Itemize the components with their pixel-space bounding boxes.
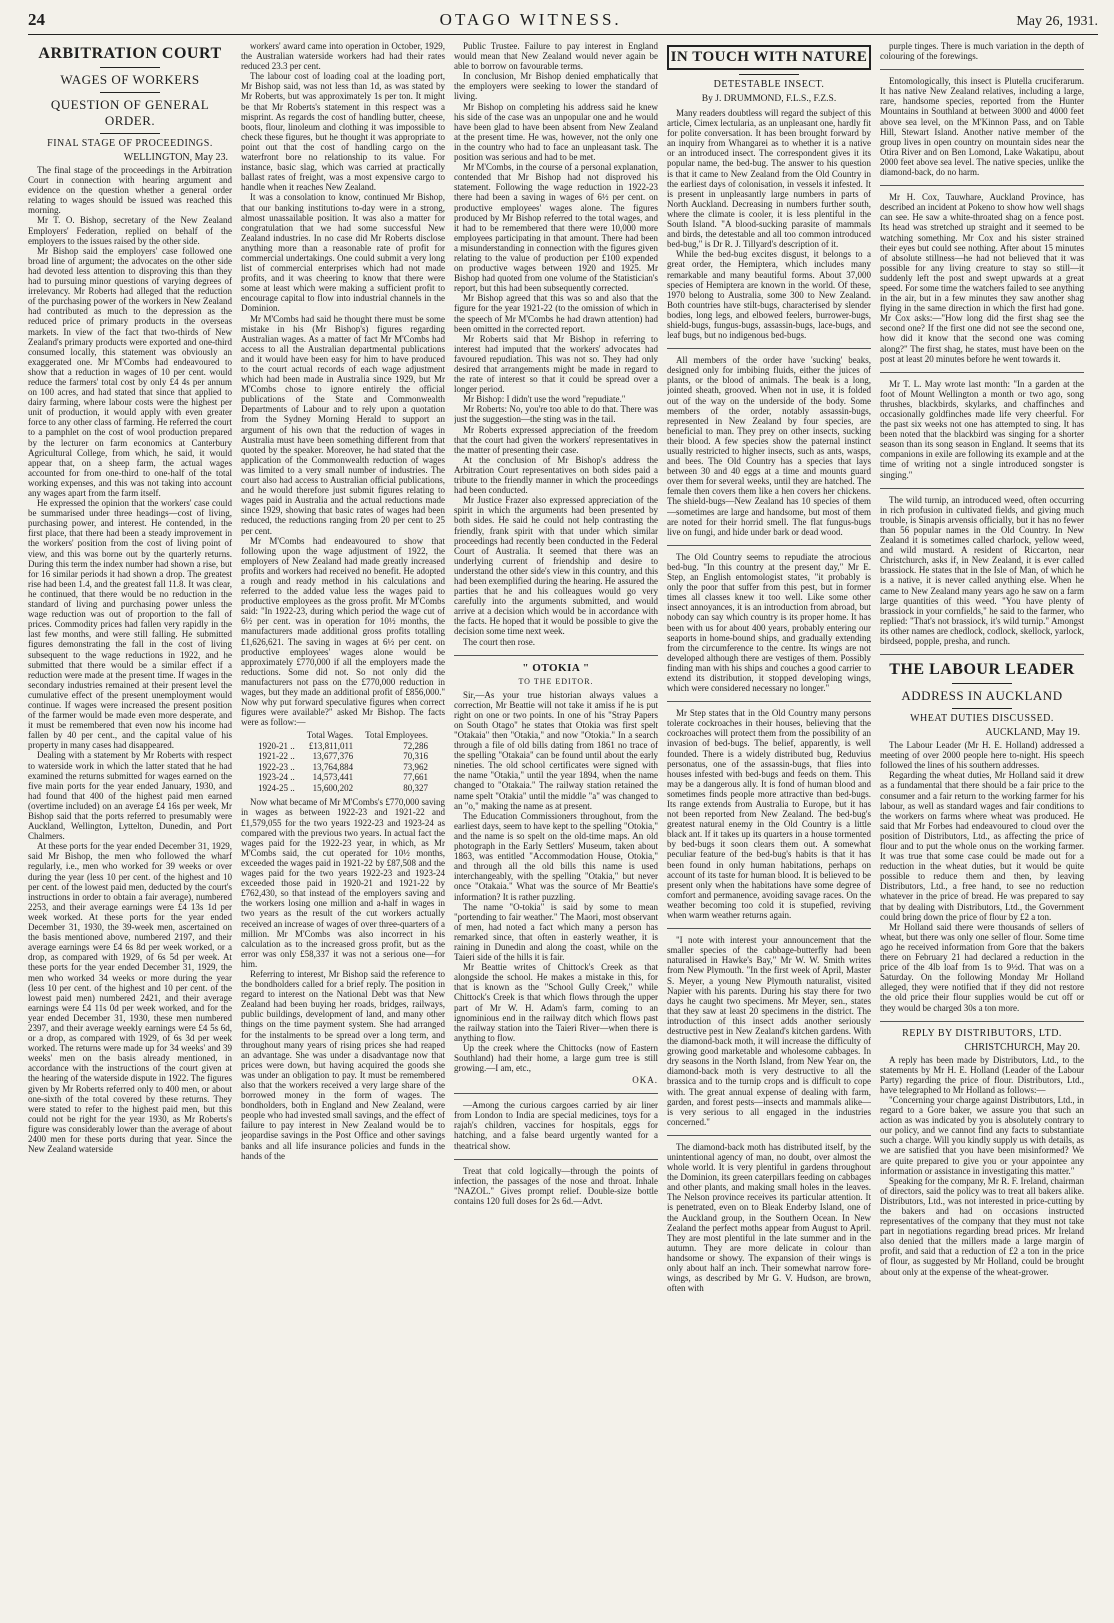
table-cell: 13,764,884 bbox=[312, 761, 354, 772]
section-divider bbox=[880, 69, 1084, 70]
section-divider bbox=[454, 1093, 658, 1094]
section-divider bbox=[667, 545, 871, 546]
paragraph: Public Trustee. Failure to pay interest in England would mean that New Zealand would never again be able to borrow on favourable terms. bbox=[454, 41, 658, 72]
paragraph: Speaking for the company, Mr R. F. Ireland, chairman of directors, said the policy was to treat all bakers alike. Distributors, Ltd., was not interested in price-cutting by the bakers and had on occasions instructed representatives of the company that they must not take part in negotiations regarding bread prices. Mr Ireland also denied that the millers made a large margin of profit, and said that a reduction of £2 a ton in the price of flour, as suggested by Mr Holland, could be brought about only at the expense of the wheat-grower. bbox=[880, 1175, 1084, 1277]
paper-title: OTAGO WITNESS. bbox=[439, 10, 622, 29]
paragraph: Mr Bishop said the employers' case followed one broad line of argument; the advocates on the other side had devoted less attention to disproving this than they had to pursuing minor questions of varying degrees of irrelevancy. Mr Roberts had alleged that the reduction of the purchasing power of the workers in New Zealand had contributed as much to the depression as the reduced price of primary products in the overseas markets. In view of the fact that two-thirds of New Zealand's primary products were exported and one-third consumed locally, this statement was obviously an exaggerated one. Mr M'Combs had endeavoured to show that a reduction in wages of 10 per cent. would reduce the farmers' total cost by only £4 4s per annum on 100 acres, and had stated that since that applied to dairy farming, where labour costs were the highest per unit of production, it would apply with even greater force to any other class of farming. He referred the court to a pamphlet on the cost of wool production prepared by the lecturer on farm economics at Canterbury Agricultural College, from which, he said, it would appear that, on a sheep farm, the actual wages accounted for from one-third to one-half of the total working expenses, and this was not taking into account any wages apart from the farm itself. bbox=[28, 245, 232, 498]
table-cell: 13,677,376 bbox=[312, 751, 354, 762]
divider bbox=[952, 708, 1012, 709]
nature-title: IN TOUCH WITH NATURE bbox=[667, 45, 871, 70]
paragraph: Referring to interest, Mr Bishop said the reference to the bondholders called for a brief reply. The position in regard to interest on the National Debt was that New Zealand had been buying her roads, bridges, railways, public buildings, development of land, and many other things on the time payment system. She had arranged for the instalments to be spread over a long term, and throughout many years of rising prices she had reaped an advantage. She was under a disadvantage now that prices were down, but having acquired the goods she was under an obligation to pay. It must be remembered also that the workers received a very large share of the borrowed money in the form of wages. The bondholders, both in England and New Zealand, were people who had invested small savings, and the effect of failure to pay interest in New Zealand would be to jeopardise savings in the Post Office and other savings banks and all life insurance policies and funds in the hands of the bbox=[241, 968, 445, 1161]
table-row bbox=[252, 762, 434, 773]
page-number: 24 bbox=[28, 10, 45, 29]
paragraph: The diamond-back moth has distributed itself, by the unintentional agency of man, no doubt, over almost the whole world. It is very plentiful in gardens throughout the Dominion, its green caterpillars feeding on cabbages and other plants, and making small holes in the leaves. The Nelson province receives its particular attention. It is penetrated, even on to Bleak Enderby Island, one of the Auckland group, in the Southern Ocean. In New Zealand the perfect moths appear from August to April. They are most plentiful in the late summer and in the autumn. They are more delicate in colour than handsome or showy. The expansion of their wings is only about half an inch. Their somewhat narrow fore-wings, as described by Mr G. V. Hudson, are brown, often with bbox=[667, 1141, 871, 1294]
paragraph: The final stage of the proceedings in the Arbitration Court in connection with hearing argument and evidence on the question whether a general order relating to wages should be issued was reached this morning. bbox=[28, 165, 232, 216]
section-divider bbox=[667, 928, 871, 929]
table-cell: 1920-21 .. bbox=[257, 740, 295, 751]
to-the-editor: TO THE EDITOR. bbox=[518, 676, 594, 686]
section-divider bbox=[667, 1135, 871, 1136]
column-5 bbox=[880, 41, 1084, 1616]
paragraph: Mr T. L. May wrote last month: "In a garden at the foot of Mount Wellington a month or two ago, song thrushes, blackbirds, skylarks, and chaffinches and occasionally goldfinches made life very cheerful. For the past six weeks not one has attempted to sing. It has been noted that the blackbird was singing for a shorter season than its song season in England. It seems that its companions in exile are following its example and at the time of writing not a single introduced songster is singing." bbox=[880, 378, 1084, 480]
section-divider bbox=[667, 701, 871, 702]
paragraph: Dealing with a statement by Mr Roberts with respect to waterside work in which the latter stated that he had examined the returns submitted for wages earned on the five main ports for the year ended January, 1930, and had found that 400 of the highest paid men earned (overtime included) on an average £4 16s per week, Mr Bishop said that the ports referred to presumably were Auckland, Wellington, Lyttelton, Dunedin, and Port Chalmers. bbox=[28, 750, 232, 842]
paragraph: The labour cost of loading coal at the loading port, Mr Bishop said, was not less than 1d, as was stated by Mr Roberts, but was approximately 1s per ton. It might be that Mr Roberts's statement in this respect was a misprint. As regards the cost of handling butter, cheese, boots, flour, linoleum and clothing it was impossible to check these figures, but he thought it was appropriate to point out that the cost of handling cargo on the waterfront bore no relationship to its value. For instance, basic slag, which was carried at practically ballast rates of freight, was a most expensive cargo to handle when it reaches New Zealand. bbox=[241, 71, 445, 193]
otokia-title: " OTOKIA " bbox=[522, 661, 590, 674]
table-header: Total Wages. bbox=[306, 730, 354, 741]
paragraph: The court then rose. bbox=[463, 636, 535, 647]
arbitration-subtitle-3: FINAL STAGE OF PROCEEDINGS. bbox=[47, 138, 213, 149]
table-header-row bbox=[252, 730, 434, 741]
paragraph: Many readers doubtless will regard the subject of this article, Cimex lectularia, as an unpleasant one, hardly fit for polite conversation. It has been brought forward by an inquiry from Whangarei as to whether it is a native or an introduced insect. The correspondent gives it its popular name, the bed-bug. The answer to his question is that it came to New Zealand from the Old Country in the earliest days of colonisation, in vessels it infested. It is present in unpleasantly large numbers in parts of North Auckland. Decreasing in numbers further south, where the climate is cooler, it is less plentiful in the South Island. "A blood-sucking parasite of mammals and birds, the detestable and all too common introduced bed-bug," is Dr R. J. Tillyard's description of it. bbox=[667, 108, 871, 250]
table-cell: 15,600,202 bbox=[312, 782, 354, 793]
paragraph: At the conclusion of Mr Bishop's address the Arbitration Court representatives on both sides paid a tribute to the friendly manner in which the proceedings had been conducted. bbox=[454, 454, 658, 496]
paragraph: He expressed the opinion that the workers' case could be summarised under three headings—cost of living, purchasing power, and interest. He contended, in the first place, that there had been a steady improvement in the workers' position from the cost of living point of view, and this was borne out by the quarterly returns. During this term the index number had shown a rise, but for 16 similar periods it had shown a drop. The greatest rise had been 1.4, and the greatest fall 11.8. It was clear, he continued, that there would be no reduction in the standard of living and purchasing power unless the wage reduction was out of proportion to the fall of prices. Commodity prices had fallen very rapidly in the last few months, and were still falling. He submitted figures demonstrating the fall in the cost of living subsequent to the wage reductions in 1922, and he submitted that there would be a similar effect if a reduction were made at the present time. If wages in the secondary industries remained at their present level the cumulative effect of the present unemployment would continue. If wages were increased the present position of the farmer would be made even more desperate, and it must be remembered that even now his income had fallen by 40 per cent., and the capital value of his property in many cases had disappeared. bbox=[28, 498, 232, 751]
paragraph: Mr Roberts expressed appreciation of the freedom that the court had given the workers' representatives in the matter of presenting their case. bbox=[454, 424, 658, 455]
wages-table bbox=[252, 730, 434, 793]
paragraph: Now what became of Mr M'Combs's £770,000 saving in wages as between 1922-23 and 1921-22 and £1,579,055 for the two years 1922-23 and 1923-24 as compared with the previous two years. In actual fact the wages paid for the 1922-23 year, in which, as Mr M'Combs said, the cut operated for 10½ months, exceeded the wages paid in 1921-22 by £87,508 and the wages paid for the two years 1922-23 and 1923-24 exceeded those paid in 1920-21 and 1921-22 by £762,430, so that instead of the employers saving and the workers losing one million and a-half in wages in two years as the result of the cut workers actually received an increase of wages of over three-quarters of a million. Mr M'Combs was also incorrect in his calculation as to the increased gross profit, but as the error was only £58,337 it was not a serious one—for him. bbox=[241, 797, 445, 969]
paragraph: The Education Commissioners throughout, from the earliest days, seem to have kept to the spelling "Otokia," and the name is so spelt on the old-time maps. An old photograph in the Early Settlers' Museum, taken about 1863, was entitled "Accommodation House, Otokia," and through all the old bills this name is used interchangeably, with the spelling "Otakia," but never once "Otakaia." What was the source of Mr Beattie's information? It is rather puzzling. bbox=[454, 810, 658, 902]
table-header bbox=[252, 730, 301, 741]
table-cell: 72,286 bbox=[403, 740, 429, 751]
signature: OKA. bbox=[632, 1075, 658, 1086]
paragraph: Mr M'Combs, in the course of a personal explanation, contended that Mr Bishop had not disproved his statement. Following the wage reduction in 1922-23 there had been a saving in wages of 6½ per cent. on productive employees' wages alone. The figures produced by Mr Bishop referred to the total wages, and it had to be remembered that there were 10,000 more employees participating in that amount. There had been a misunderstanding in connection with the figures given relating to the value of production per £100 expended on productive wages between 1920 and 1925. Mr Bishop had quoted from one volume of the Statistician's report, but this had been subsequently corrected. bbox=[454, 162, 658, 294]
divider bbox=[100, 67, 160, 68]
section-divider bbox=[880, 488, 1084, 489]
table-cell: £13,811,011 bbox=[308, 740, 354, 751]
paragraph: Sir,—As your true historian always values a correction, Mr Beattie will not take it amiss if he is put right on one or two points. In one of his "Stray Papers on South Otago" he states that Otokia was first spelt "Otakaia" then "Otakia," and now "Otokia." In a search through a file of old bills dating from 1861 no trace of the spelling "Otakaia" can be found until about the early nineties. The old school certificates were signed with the name "Otakia," until the year 1894, when the name changed to "Otakaia." The railway station retained the name spelt "Otakia" until the middle "a" was changed to an "o," making the name as at present. bbox=[454, 689, 658, 811]
byline: By J. DRUMMOND, F.L.S., F.Z.S. bbox=[701, 94, 837, 104]
table-cell: 1923-24 .. bbox=[257, 772, 295, 783]
table-cell: 1922-23 .. bbox=[257, 761, 295, 772]
paragraph: Mr Holland said there were thousands of sellers of wheat, but there was only one seller of flour. Some time ago he received information from Gore that the bakers there on February 21 had declared a reduction in the price of the 4lb loaf from 1s to 9½d. That was on a Saturday. On the following Monday Mr Holland alleged, they were notified that if they did not restore the old price their flour supplies would be cut off or they would be charged 30s a ton more. bbox=[880, 921, 1084, 1013]
paragraph: In conclusion, Mr Bishop denied emphatically that the employers were seeking to lower the standard of living. bbox=[454, 71, 658, 102]
table-row bbox=[252, 751, 434, 762]
paragraph: workers' award came into operation in October, 1929, the Australian waterside workers had had their rates reduced 23.3 per cent. bbox=[241, 41, 445, 72]
paragraph: Mr M'Combs had endeavoured to show that following upon the wage adjustment of 1922, the employers of New Zealand had made greatly increased profits and workers had received no benefit. He adopted a rough and ready method in his calculations and referred to the added value less the wages paid to productive employees as the gross profit. Mr M'Combs said: "In 1922-23, during which period the wage cut of 6½ per cent. was in operation for 10½ months, the manufacturers made additional gross profits totalling £1,626,621. The saving in wages at 6½ per cent. on productive employees' wages alone would be approximately £770,000 if all the employers made the reductions. Some did not. So not only did the manufacturers not pass on the £770,000 reduction in wages, but they made an additional profit of £856,000." Now why put forward speculative figures when correct figures were available?" asked Mr Bishop. The facts were as follow:— bbox=[241, 535, 445, 728]
column-3 bbox=[454, 41, 658, 1616]
column-2 bbox=[241, 41, 445, 1616]
paragraph: Mr Roberts said that Mr Bishop in referring to interest had imputed that the workers' advocates had favoured repudiation. This was not so. They had only desired that arrangements might be made in regard to the rate of interest so that it could be spread over a longer period. bbox=[454, 333, 658, 395]
arbitration-title: ARBITRATION COURT bbox=[38, 45, 222, 62]
table-cell: 14,573,441 bbox=[312, 772, 354, 783]
labour-subtitle: ADDRESS IN AUCKLAND bbox=[901, 688, 1063, 704]
columns bbox=[28, 41, 1098, 1616]
section-divider bbox=[880, 654, 1084, 655]
section-divider bbox=[454, 1159, 658, 1160]
table-row bbox=[252, 783, 434, 794]
table-row bbox=[252, 741, 434, 752]
news-note: —Among the curious cargoes carried by air liner from London to India are special medicines, toys for a rajah's children, vaccines for hospitals, eggs for hatching, and a false beard urgently wanted for a theatrical show. bbox=[454, 1100, 658, 1151]
paragraph: Entomologically, this insect is Plutella cruciferarum. It has native New Zealand relatives, including a large, rare, handsome species, reported from the Hunter Mountains in Southland at between 3000 and 4000 feet above sea level, on the M'Kinnon Pass, and on Table Hill, Stewart Island. Another native member of the group lives in open country on mountain sides near the Otira River and on Ben Lomond, Lake Wakatipu, about 2000 feet above sea level. The native species, unlike the diamond-back, do no harm. bbox=[880, 76, 1084, 178]
dateline: WELLINGTON, May 23. bbox=[123, 152, 228, 163]
section-divider bbox=[880, 372, 1084, 373]
paragraph: A reply has been made by Distributors, Ltd., to the statements by Mr H. E. Holland (Leader of the Labour Party) regarding the price of flour. Distributors, Ltd., have telegraphed to Mr Holland as follows:— bbox=[880, 1054, 1084, 1095]
paragraph: purple tinges. There is much variation in the depth of colouring of the forewings. bbox=[880, 41, 1084, 62]
dateline: AUCKLAND, May 19. bbox=[985, 727, 1080, 739]
masthead bbox=[28, 10, 1098, 35]
paragraph: It was a consolation to know, continued Mr Bishop, that our banking institutions to-day were in a strong, almost unassailable position. It was also a matter for congratulation that we had some successful New Zealand industries. In no case did Mr Roberts disclose anything more than a reasonable rate of profit for commercial undertakings. One could submit a very long list of commercial enterprises which had not made profits, and it was cheering to know that there were some at least which were making a sufficient profit to encourage capital to flow into industrial channels in the Dominion. bbox=[241, 192, 445, 314]
paragraph: The Labour Leader (Mr H. E. Holland) addressed a meeting of over 2000 people here to-night. His speech followed the lines of his southern addresses. bbox=[880, 740, 1084, 771]
paragraph: Up the creek where the Chittocks (now of Eastern Southland) had their home, a large gum tree is still growing.—I am, etc., bbox=[454, 1042, 658, 1074]
paragraph: The name "O-tokia" is said by some to mean "portending to fair weather." The Maori, most observant of men, had noted a fact which many a person has remarked since, that often in easterly weather, it is raining in Dunedin and along the coast, while on the Taieri side of the hills it is fair. bbox=[454, 901, 658, 963]
paragraph: Mr Step states that in the Old Country many persons tolerate cockroaches in their houses, believing that the cockroaches will protect them from the possibility of an invasion of bed-bugs. The belief, apparently, is well founded. There is a widely distributed bug, Reduvius personatus, one of the assassin-bugs, that flies into houses infested with bed-bugs and feeds on them. This may be a dangerous ally. It is fond of human blood and sometimes finds people more attractive than bed-bugs. Its range extends from Australia to Europe, but it has not been reported from New Zealand. The bed-bug's greatest natural enemy in the Old Country is a little black ant. If it takes up its quarters in a house tormented by bed-bugs it soon clears them out. A somewhat peculiar feature of the bed-bug's habits is that it has been found in only human habitations, perhaps on account of its taste for human blood. It is believed to be present only when the habitations have some degree of comfort and permanence, avoiding savage races. On the weather becoming too cold it is stupefied, reviving when warm weather returns again. bbox=[667, 708, 871, 921]
divider bbox=[952, 683, 1012, 684]
divider bbox=[100, 92, 160, 93]
advertisement: Treat that cold logically—through the points of infection, the passages of the nose and throat. Inhale "NAZOL." Gives prompt relief. Double-size bottle contains 120 full doses for 2s 6d.—Advt. bbox=[454, 1165, 658, 1206]
paragraph: While the bed-bug excites disgust, it belongs to a great order, the Hemiptera, which includes many remarkable and many beautiful forms. About 37,000 species of Hemiptera are known in the world. Of these, 1970 belong to Australia, some 300 to New Zealand. Both countries have stilt-bugs, characterised by slender bodies, long legs, and elbowed feelers, burrower-bugs, shield-bugs, fungus-bugs, assassin-bugs, lace-bugs, and leaf bugs, but no indigenous bed-bugs. bbox=[667, 249, 871, 341]
paragraph: Mr H. Cox, Tauwhare, Auckland Province, has described an incident at Pokeno to show how well shags can see. He saw a white-throated shag on a fence post. Its head was stretched up straight and it seemed to be watching something. Mr Cox and his sister strained their eyes but could see nothing. After about 15 minutes of absolute stillness—he had not believed that it was possible for any living creature to stay so still—it suddenly left the post and swept upwards at a great speed. For some time the watchers failed to see anything in the air, but in a few minutes they saw another shag flying in the same direction in which the first had gone. Mr Cox asks:—"How long did the first shag see the second one? If the first one did not see the second one, how did it know that the second one was coming along?" The first shag, he states, must have been on the post at least 20 minutes before he went towards it. bbox=[880, 192, 1084, 364]
reply-title: REPLY BY DISTRIBUTORS, LTD. bbox=[902, 1027, 1062, 1039]
table-cell: 77,661 bbox=[403, 772, 429, 783]
paragraph: Mr Bishop: I didn't use the word "repudiate." bbox=[463, 394, 626, 405]
section-divider bbox=[880, 185, 1084, 186]
paragraph: "Concerning your charge against Distributors, Ltd., in regard to a Gore baker, we assure you that such an action as was indicated by you is absolutely contrary to our policy, and we cannot find any facts to substantiate such a charge. Will you kindly supply us with details, as we are satisfied that you have been misinformed? We are quite prepared to give you or your appointee any information or assistance in investigating this matter." bbox=[880, 1094, 1084, 1176]
article-body bbox=[28, 165, 232, 1154]
paragraph: All members of the order have 'sucking' beaks, designed only for imbibing fluids, either the juices of plants, or the blood of animals. The beak is a long, jointed sheath, grooved. When not in use, it is folded out of the way on the underside of the body. Some members of the order, notably assassin-bugs, represented in New Zealand by four species, are beneficial to man. They prey on other insects, sucking their blood. A few species show the paternal instinct usually restricted to higher insects, such as ants, wasps, and bees. The Old Country has a species that lays between 30 and 40 eggs at a time and mounts guard over them for several weeks, until they are hatched. The female then covers them like a hen covers her chickens. The shield-bugs—New Zealand has 10 species of them—sometimes are large and handsome, but most of them are noted for their horrid smell. The flat fungus-bugs live on fungi, and hide under bark or dead wood. bbox=[667, 355, 871, 537]
column-1 bbox=[28, 41, 232, 1616]
paragraph: Mr Justice Frazer also expressed appreciation of the spirit in which the arguments had been presented by both sides. He said he could not help contrasting the friendly, frank spirit with that under which similar proceedings had recently been conducted in the Federal Court of Australia. It seemed that there was an underlying current of friendship and desire to understand the other side's view in this country, and this had been exemplified during the hearing. He assured the parties that he and his colleagues would go very carefully into the arguments submitted, and would arrive at a decision which would be in accordance with the facts. He hoped that it would be possible to give the decision some time next week. bbox=[454, 495, 658, 637]
paragraph: The wild turnip, an introduced weed, often occurring in rich profusion in cultivated fields, and giving much trouble, is Sinapis arvensis officially, but it has no fewer than 56 popular names in the Old Country. In New Zealand it is sometimes called charlock, yellow weed, and wild mustard. A resident of Riccarton, near Christchurch, asks if, in New Zealand, it is ever called brassiock. He states that in the Isle of Man, of which he is a native, it is never called anything else. When he came to New Zealand many years ago he saw on a farm large quantities of this weed. "You have plenty of brassiock in your cornfields," he said to the farmer, who replied: "That's not brassiock, it's wild turnip." Amongst its other names are chedlock, codlock, skellock, yarlock, birdseed, popple, presha, and runch. bbox=[880, 494, 1084, 646]
dateline: CHRISTCHURCH, May 20. bbox=[964, 1041, 1080, 1053]
arbitration-subtitle-2: QUESTION OF GENERAL ORDER. bbox=[50, 97, 210, 128]
paragraph: Mr T. O. Bishop, secretary of the New Zealand Employers' Federation, replied on behalf of the employers to the issues raised by the other side. bbox=[28, 215, 232, 246]
table-cell: 70,316 bbox=[403, 751, 429, 762]
paragraph: Mr Bishop on completing his address said he knew his side of the case was an unpopular one and he would have been glad to have been absent from New Zealand at the present time. He was, however, not the only one in the country who had to face an unpleasant task. The position was serious and had to be met. bbox=[454, 101, 658, 163]
table-cell: 73,962 bbox=[403, 761, 429, 772]
section-divider bbox=[667, 348, 871, 349]
labour-leader-title: THE LABOUR LEADER bbox=[889, 661, 1075, 679]
paragraph: Mr M'Combs had said he thought there must be some mistake in his (Mr Bishop's) figures regarding Australian wages. As a matter of fact Mr M'Combs had access to all the Australian departmental publications and it would have been easy for him to have produced to the court actual records of each wage adjustment which had been made in Australia since 1929, but Mr M'Combs chose to ignore entirely the official publications of the State and Commonwealth Departments of Labour and to rely upon a quotation from the Sydney Morning Herald to support an argument of his own that the reduction of wages in Australia must have been something different from that quoted by the speaker. Moreover, he had stated that the application of the Commonwealth reduction of wages was limited to a very small number of industries. The court also had access to Australian official publications, and he would therefore just submit figures relating to wages paid in Australia and the actual reductions made since 1929, showing that basic rates of wages had been reduced, the reductions ranging from 20 per cent to 25 per cent. bbox=[241, 313, 445, 536]
arbitration-subtitle-1: WAGES OF WORKERS bbox=[60, 72, 200, 87]
paragraph: At these ports for the year ended December 31, 1929, said Mr Bishop, the men who followed the wharf regularly, i.e., men who worked for 39 weeks or over during the year (less 10 per cent. of the highest and 10 per cent. of the lowest paid men, deducted by the court's instructions in order to obtain a fair average), numbered 2253, and their average earnings were £4 13s 1d per week worked. At these ports for the year ended December 31, 1930, the 39-week men, ascertained on the basis mentioned above, numbered 2197, and their average earnings were £4 6s 8d per week worked, or a drop, as compared with 1929, of 6s 5d per week. At these ports for the year ended December 31, 1929, the men who worked 34 weeks or more during the year (less 10 per cent. of the highest and 10 per cent. of the lowest paid men) numbered 2421, and their average earnings were £4 11s 0d per week worked, and for the year ended December 31, 1930, these men numbered 2397, and their average weekly earnings were £4 5s 6d, or a drop, as compared with 1929, of 6s 3d per week worked. The returns were made up for 34 weeks' and 39 weeks' men on the basis already mentioned, in accordance with the instructions of the court given at the hearing of the waterside dispute in 1922. The figures given by Mr Roberts referred only to 400 men, or about one-sixth of the total covered by these returns. They were stated to refer to the highest paid men, but this could not be right for the year 1930, as Mr Roberts's figure was considerably lower than the average of about 2400 men for these ports during that year. Since the New Zealand waterside bbox=[28, 841, 232, 1155]
column-4 bbox=[667, 41, 871, 1616]
table-cell: 80,327 bbox=[403, 782, 429, 793]
divider bbox=[739, 74, 799, 75]
labour-subtitle-2: WHEAT DUTIES DISCUSSED. bbox=[910, 713, 1054, 725]
paragraph: "I note with interest your announcement that the smaller species of the cabbage-butterfly had been naturalised in Hawke's Bay," Mr W. W. Smith writes from New Plymouth. "In the first week of April, Master S. Meyer, a young New Plymouth naturalist, visited Napier with his parents. During his stay there for two days he caught two specimens. Mr Meyer, sen., states that they saw at least 20 specimens in the district. The introduction of this insect adds another seriously destructive pest in New Zealand's kitchen gardens. With the diamond-back moth, it will increase the difficulty of growing good marketable and wholesome cabbages. In dry seasons in the North Island, from New Year on, the diamond-back moth is very destructive to all the brassica and to the turnip crops and is difficult to cope with. The great annual expense of dealing with farm, garden, and forest pests—insects and mammals alike—is very serious to all engaged in the industries concerned." bbox=[667, 935, 871, 1127]
table-cell: 1921-22 .. bbox=[257, 751, 295, 762]
table-cell: 1924-25 .. bbox=[257, 782, 295, 793]
section-divider bbox=[454, 655, 658, 656]
paragraph: The Old Country seems to repudiate the atrocious bed-bug. "In this country at the present day," Mr E. Step, an English entomologist states, "it probably is only the poor that suffer from this pest, but in former times all classes knew it too well. Like some other insect annoyances, it is an introduction from abroad, but nobody can say which country is its proper home. It has been with us for about 400 years, probably entering our seaports in home-bound ships, and gradually extending from the circumference to the centre. Its wings are not developed although there are vestiges of them. Possibly finding man with his ships and couches a good carrier to extend its distribution, it stopped developing wings, which were considered necessary no longer." bbox=[667, 551, 871, 694]
issue-date: May 26, 1931. bbox=[1016, 14, 1098, 29]
nature-subtitle: DETESTABLE INSECT. bbox=[713, 79, 825, 90]
paragraph: Mr Roberts: No, you're too able to do that. There was just the suggestion—the sting was in the tail. bbox=[454, 404, 658, 425]
paragraph: Regarding the wheat duties, Mr Holland said it drew as a fundamental that there should be a fair price to the consumer and a fair return to the working farmer for his labour, as well as standard wages and fair conditions to the workers on farms where wheat was produced. He said that Mr Forbes had endeavoured to cloud over the position of Distributors, Ltd., as affecting the price of flour and to put the whole onus on the working farmer. It was true that some case could be made out for a reduction in the wheat duties, but it would be quite possible to reduce them and then, by leaving Distributors, Ltd., a free hand, to see no reduction whatever in the price of bread. He was prepared to say that by dealing with Distributors, Ltd., the Government could bring down the price of flour by £2 a ton. bbox=[880, 770, 1084, 922]
paragraph: Mr Bishop agreed that this was so and also that the figure for the year 1921-22 (to the omission of which in the speech of Mr M'Combs he had drawn attention) had been omitted in the corrected report. bbox=[454, 293, 658, 334]
paragraph: Mr Beattie writes of Chittock's Creek as that alongside the school. He makes a mistake in this, for that is known as the "School Gully Creek," while Chittock's Creek is that which flows through the upper part of Mr W. H. Adam's farm, coming to an ignominious end in the railway ditch which flows past the railway station into the Taieri River—when there is anything to flow. bbox=[454, 962, 658, 1043]
section-divider bbox=[880, 1021, 1084, 1022]
table-header: Total Employees. bbox=[365, 730, 429, 741]
divider bbox=[100, 133, 160, 134]
table-row bbox=[252, 772, 434, 783]
